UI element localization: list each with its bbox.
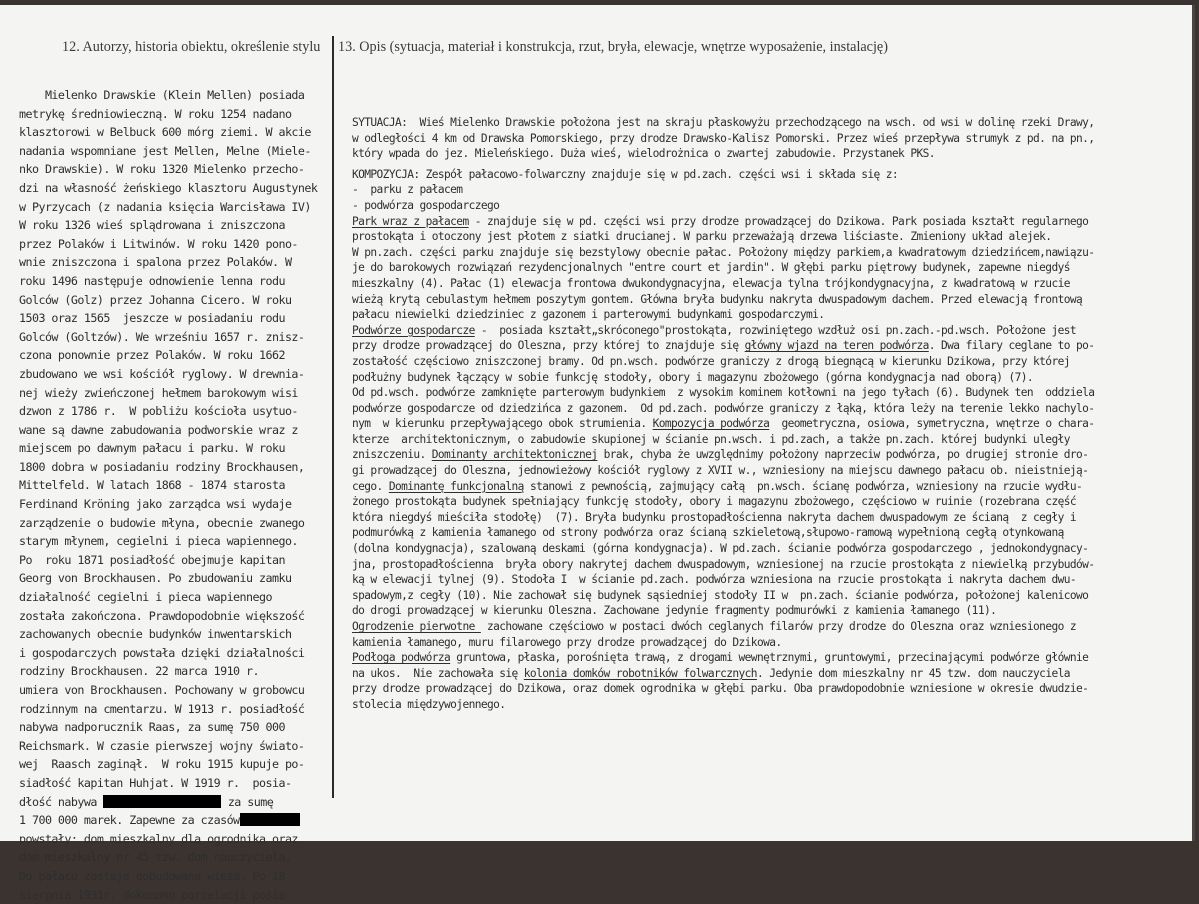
history-line: Ferdinand Kröning jako zarządca wsi wydaje bbox=[19, 497, 292, 512]
history-line: zachowanych obecnie budynków inwentarskich bbox=[19, 627, 292, 642]
podworze-line: podmurówką z kamienia łamanego od strony podwórza oraz ścianą szkieletową,słupowo-ramową wypełnioną cegłą otynkowaną bbox=[352, 526, 1064, 540]
history-line: dom mieszkalny nr 45 tzw. dom nauczyciela. bbox=[19, 850, 292, 865]
history-line: nadania wspomniane jest Mellen, Melne (Miele- bbox=[19, 143, 311, 158]
history-line: umiera von Brockhausen. Pochowany w grobowcu bbox=[19, 683, 305, 697]
composition-list-item: - podwórza gospodarczego bbox=[352, 198, 500, 212]
composition-list-item: - parku z pałacem bbox=[352, 183, 463, 197]
park-heading: Park wraz z pałacem bbox=[352, 214, 469, 228]
podworze-line: gi prowadzącej do Oleszna, jednowieżowy kościół ryglowy z XVII w., wzniesiony na miejscu dawnego pałacu ob. nieistnieją- bbox=[352, 464, 1089, 478]
podworze-line: (dolna kondygnacja), szalowaną deskami (górna kondygnacja). W pd.zach. ścianie podwórza gospodarczego , jednokondygnacy- bbox=[352, 542, 1089, 556]
podworze-line: kterze architektonicznym, o zabudowie skupionej w ścianie pn.wsch. i pd.zach, a także pn.zach. której budynki uległy bbox=[352, 432, 1070, 446]
redaction-bar bbox=[103, 795, 221, 808]
podloga-line: na ukos. Nie zachowała się kolonia domków robotników folwarcznych. Jedynie dom mieszkalny nr 45 tzw. dom nauczyciela bbox=[352, 666, 1070, 680]
main-entrance-term: główny wjazd na teren podwórza bbox=[744, 339, 929, 353]
podworze-line: podwórze gospodarcze od dziedzińca z gazonem. Od pd.zach. podwórze graniczy z łąką, która leży na terenie lekko nachylo- bbox=[352, 401, 1095, 415]
ogrodzenie-heading: Ogrodzenie pierwotne bbox=[352, 620, 481, 633]
podworze-line: nym w kierunku przepływającego obok strumienia. Kompozycja podwórza geometryczna, osiowa, symetryczna, wnętrze o chara- bbox=[352, 417, 1095, 431]
sytuacja-line: SYTUACJA: Wieś Mielenko Drawskie położona jest na skraju płaskowyżu przechodzącego na wsch. od wsi w dolinę rzeki Drawy, bbox=[352, 116, 1095, 129]
ogrodzenie-line: kamienia łamanego, muru filarowego przy drodze prowadzącej do Dzikowa. bbox=[352, 635, 782, 649]
history-line: dzi na własność żeńskiego klasztoru Augustynek bbox=[19, 180, 318, 195]
park-line: mieszkalny (4). Pałac (1) elewacja frontowa dwukondygnacyjna, elewacja tylna trójkondygnacyjna, z kwadratową w rzucie bbox=[352, 276, 1070, 290]
history-line: Golców (Goltzów). We wrześniu 1657 r. znisz- bbox=[19, 329, 305, 344]
history-line: wane są dawne zabudowania podworskie wraz z bbox=[19, 422, 298, 437]
section-12-header: 12. Autorzy, historia obiektu, określenie stylu bbox=[62, 39, 321, 55]
history-line-redacted bbox=[19, 793, 334, 812]
park-line: W pn.zach. części parku znajduje się bezstylowy obecnie pałac. Położony między parkiem,a kwadratowym dziedzińcem,nawiązu- bbox=[352, 245, 1095, 259]
redacted-line-start: 1 700 000 marek. Zapewne za czasów bbox=[19, 813, 240, 828]
podworze-line: cego. Dominantę funkcjonalną stanowi z pewnością, zajmujący całą pn.wsch. ścianę podwórza, wzniesiony na rzucie wydłu- bbox=[352, 479, 1083, 493]
podworze-line: podłużny budynek łączący w sobie funkcję stodoły, obory i magazynu zbożowego (górna kondygnacja nad oborą) (7). bbox=[352, 370, 1034, 384]
courtyard-composition-term: Kompozycja podwórza bbox=[652, 417, 770, 431]
park-line: pałacu niewielki dziedziniec z gazonem i parterowymi budynkami gospodarczymi. bbox=[352, 308, 825, 322]
history-line: wej Raasch zaginął. W roku 1915 kupuje po- bbox=[19, 757, 305, 772]
history-line: miejscem po dawnym pałacu i parku. W roku bbox=[19, 441, 285, 456]
podloga-line: Podłoga podwórza gruntowa, płaska, porośnięta trawą, z drogami wewnętrznymi, gruntowymi, przecinającymi podwórze głównie bbox=[352, 651, 1089, 665]
history-line: starym młynem, cegielni i pieca wapiennego. bbox=[19, 534, 298, 549]
history-line: nabywa nadporucznik Raas, za sumę 750 000 bbox=[19, 720, 285, 735]
podloga-heading: Podłoga podwórza bbox=[352, 651, 451, 665]
podworze-line: Od pd.wsch. podwórze zamknięte parterowym budynkiem z wysokim kominem kotłowni na jego tyłach (6). Budynek ten oddziela bbox=[352, 386, 1095, 400]
history-line: Mittelfeld. W latach 1868 - 1874 starosta bbox=[19, 478, 285, 493]
history-line: roku 1496 następuje odnowienie lenna rodu bbox=[19, 273, 285, 288]
history-line: dzwon z 1786 r. W pobliżu kościoła usytuo- bbox=[19, 404, 298, 419]
podworze-heading: Podwórze gospodarcze bbox=[352, 323, 475, 337]
history-line-redacted bbox=[19, 811, 334, 830]
history-line: nko Drawskie). W roku 1320 Mielenko przecho- bbox=[19, 162, 305, 177]
history-line: rodziny Brockhausen. 22 marca 1910 r. bbox=[19, 664, 259, 679]
park-line: wieżą krytą cebulastym hełmem poszytym gontem. Główna bryła budynku nakryta dwuspadowym dachem. Przed elewacją frontową bbox=[352, 292, 1083, 306]
history-line: siadłość kapitan Huhjat. W 1919 r. posia- bbox=[19, 775, 292, 790]
podloga-line: przy drodze prowadzącej do Dzikowa, oraz domek ogrodnika w głębi parku. Oba prawdopodobnie wzniesione w okresie dwudzie- bbox=[352, 682, 1089, 696]
description-text bbox=[352, 115, 1182, 713]
history-line: i gospodarczych powstała dzięki działalności bbox=[19, 645, 305, 660]
history-text bbox=[19, 86, 334, 904]
ogrodzenie-line: Ogrodzenie pierwotne zachowane częściowo w postaci dwóch ceglanych filarów przy drodze do Oleszna oraz wzniesionego z bbox=[352, 620, 1076, 633]
section-13-header: 13. Opis (sytuacja, materiał i konstrukcja, rzut, bryła, elewacje, wnętrze wyposażenie, instalację) bbox=[338, 39, 888, 55]
park-line: Park wraz z pałacem - znajduje się w pd. części wsi przy drodze prowadzącej do Dzikowa. Park posiada kształt regularnego bbox=[352, 214, 1089, 228]
redaction-bar bbox=[240, 813, 300, 826]
workers-colony-term: kolonia domków robotników folwarcznych bbox=[523, 666, 757, 680]
history-line: klasztorowi w Belbuck 600 mórg ziemi. W akcie bbox=[19, 125, 311, 140]
history-line: wnie zniszczona i spalona przez Polaków. W bbox=[19, 255, 292, 270]
history-line: została zakończona. Prawdopodobnie większość bbox=[19, 608, 305, 623]
podworze-line: Podwórze gospodarcze - posiada kształt„skróconego"prostokąta, rozwiniętego wzdłuż osi pn.zach.-pd.wsch. Położone jest bbox=[352, 323, 1076, 337]
kompozycja-line: KOMPOZYCJA: Zespół pałacowo-folwarczny znajduje się w pd.zach. części wsi i składa się z: bbox=[352, 167, 899, 181]
podworze-line: żonego prostokąta budynek spełniający funkcję stodoły, obory i magazynu zbożowego, częściowo w ruinie (rozebrana część bbox=[352, 495, 1076, 509]
history-line: w Pyrzycach (z nadania księcia Warcisława IV) bbox=[19, 199, 311, 214]
history-line: W roku 1326 wieś splądrowana i zniszczona bbox=[19, 218, 285, 233]
history-line: sierpnia 1931r. dokonano parcelacji posia- bbox=[19, 887, 292, 902]
podworze-line: spadowym,z cegły (10). Nie zachował się budynek sąsiedniej stodoły II w pn.zach. ścianie podwórza, położonej kalenicowo bbox=[352, 588, 1089, 602]
sytuacja-line: w odległości 4 km od Drawska Pomorskiego, przy drodze Drawsko-Kalisz Pomorski. Przez wieś przepływa strumyk z pd. na pn., bbox=[352, 131, 1095, 145]
podworze-line: do drogi prowadzącej w kierunku Oleszna. Zachowane jedynie fragmenty podmurówki z kamienia łamanego (11). bbox=[352, 604, 997, 618]
history-line: rodzinnym na cmentarzu. W 1913 r. posiadłość bbox=[19, 701, 305, 716]
history-line: Mielenko Drawskie (Klein Mellen) posiada bbox=[19, 88, 305, 102]
history-line: Golców (Golz) przez Johanna Cicero. W roku bbox=[19, 292, 292, 307]
podworze-line: zniszczeniu. Dominanty architektonicznej brak, chyba że uwzględnimy położony naprzeciw podwórza, po drugiej stronie dro- bbox=[352, 448, 1089, 462]
architectural-dominant-term: Dominanty architektonicznej bbox=[431, 448, 598, 462]
podworze-line: jna, prostopadłościenna bryła obory nakrytej dachem dwuspadowym, wzniesionej na rzucie prostokąta z niewielką przybudów- bbox=[352, 557, 1095, 571]
history-line: zbudowano we wsi kościół ryglowy. W drewnia- bbox=[19, 366, 305, 381]
history-line: Georg von Brockhausen. Po zbudowaniu zamku bbox=[19, 571, 292, 586]
history-line: metrykę średniowieczną. W roku 1254 nadano bbox=[19, 106, 292, 121]
podworze-line: która niegdyś mieściła stodołę) (7). Bryła budynku prostopadłościenna nakryta dachem dwuspadowym ze ścianą z cegły i bbox=[352, 510, 1076, 524]
redacted-line-end: za sumę bbox=[221, 794, 274, 809]
document-page bbox=[0, 5, 1195, 902]
sytuacja-line: który wpada do jez. Mieleńskiego. Duża wieś, wielodrożnica o zwartej zabudowie. Przystanek PKS. bbox=[352, 147, 935, 161]
park-line: je do barokowych rozwiązań rezydencjonalnych "entre court et jardin". W głębi parku piętrowy budynek, zapewne niegdyś bbox=[352, 261, 1070, 275]
history-line: zarządzenie o budowie młyna, obecnie zwanego bbox=[19, 515, 305, 530]
history-line: czona ponownie przez Polaków. W roku 1662 bbox=[19, 348, 285, 363]
history-line: 1503 oraz 1565 jeszcze w posiadaniu rodu bbox=[19, 311, 285, 326]
history-line: Po roku 1871 posiadłość obejmuje kapitan bbox=[19, 552, 285, 567]
history-line: Reichsmark. W czasie pierwszej wojny świato- bbox=[19, 738, 305, 753]
podloga-line: stolecia międzywojennego. bbox=[352, 697, 506, 711]
history-line: przez Polaków i Litwinów. W roku 1420 pono- bbox=[19, 236, 298, 251]
history-line: 1800 dobra w posiadaniu rodziny Brockhausen, bbox=[19, 459, 305, 474]
history-line: Do pałacu zostaje dobudowana wieża. Po 18 bbox=[19, 868, 285, 883]
history-line: nej wieży zwieńczonej hełmem barokowym wisi bbox=[19, 385, 298, 400]
redacted-line-start: dłość nabywa bbox=[19, 794, 104, 809]
podworze-line: ką w elewacji tylnej (9). Stodoła I w ścianie pd.zach. podwórza wzniesiona na rzucie prostokąta i nakryta dachem dwu- bbox=[352, 573, 1076, 587]
history-line: powstały: dom mieszkalny dla ogrodnika oraz bbox=[19, 831, 298, 846]
park-line: prostokąta i otoczony jest płotem z siatki drucianej. W parku przeważają drzewa liściaste. Zmieniony układ alejek. bbox=[352, 230, 1052, 244]
functional-dominant-term: Dominantę funkcjonalną bbox=[388, 479, 524, 493]
podworze-line: przy drodze prowadzącej do Oleszna, przy której to znajduje się główny wjazd na teren podwórza. Dwa filary ceglane to po- bbox=[352, 339, 1095, 353]
podworze-line: zostałość częściowo zniszczonej bramy. Od pn.wsch. podwórze graniczy z drogą biegnącą w kierunku Dzikowa, przy której bbox=[352, 354, 1070, 368]
history-line: działalność cegielni i pieca wapiennego bbox=[19, 590, 272, 605]
